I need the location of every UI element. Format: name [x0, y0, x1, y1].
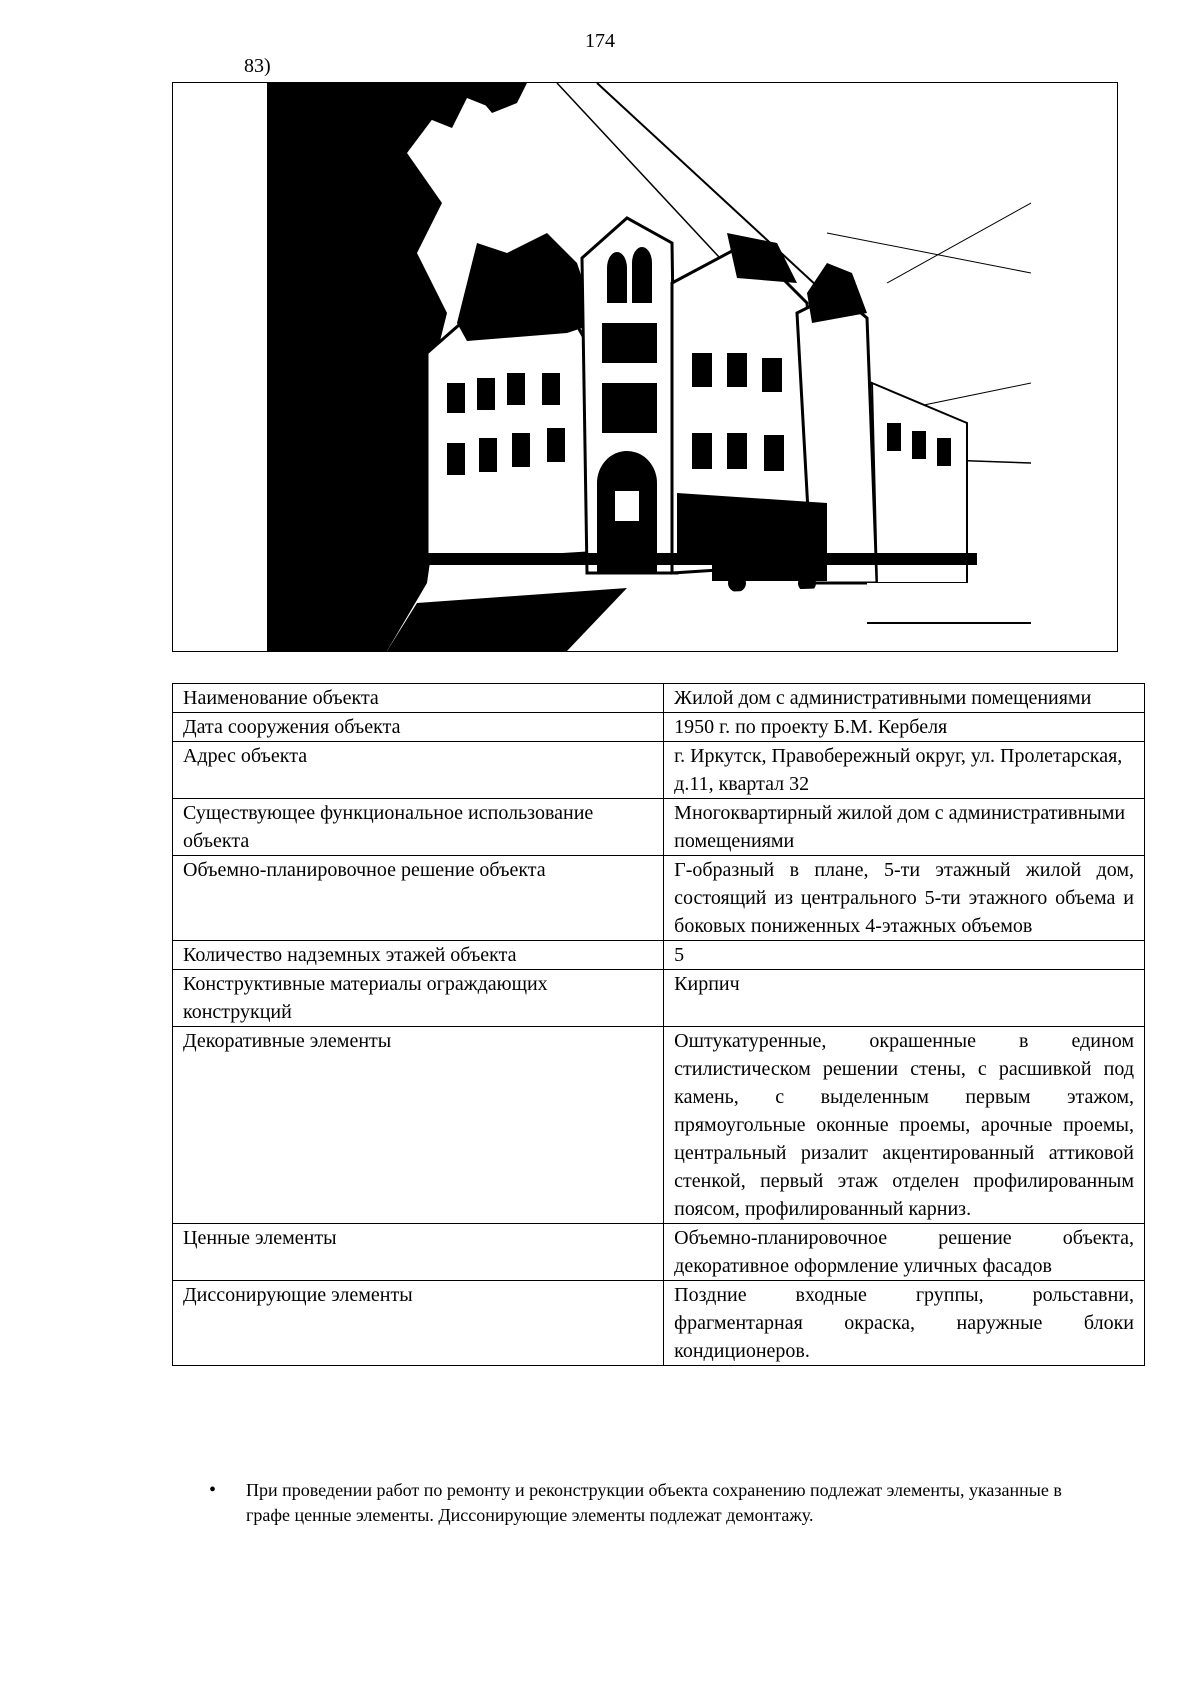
- row-label: Адрес объекта: [173, 742, 664, 799]
- table-row: [173, 713, 1145, 742]
- row-value: Оштукатуренные, окрашенные в едином стилистическом решении стены, с расшивкой под камень, с выделенным первым этажом, прямоугольные оконные проемы, арочные проемы, центральный ризалит акцентированный аттиковой стенкой, первый этаж отделен профилированным поясом, профилированный карниз.: [664, 1027, 1145, 1224]
- object-number: 83): [244, 55, 271, 77]
- row-label: Декоративные элементы: [173, 1027, 664, 1224]
- row-value: Многоквартирный жилой дом с административными помещениями: [664, 799, 1145, 856]
- row-label: Ценные элементы: [173, 1224, 664, 1281]
- page-number: 174: [585, 30, 615, 52]
- row-label: Дата сооружения объекта: [173, 713, 664, 742]
- row-value: Объемно-планировочное решение объекта, декоративное оформление уличных фасадов: [664, 1224, 1145, 1281]
- table-row: [173, 1281, 1145, 1366]
- table-row: [173, 742, 1145, 799]
- table-row: [173, 941, 1145, 970]
- row-value: Г-образный в плане, 5-ти этажный жилой дом, состоящий из центрального 5-ти этажного объема и боковых пониженных 4-этажных объемов: [664, 856, 1145, 941]
- table-row: [173, 1224, 1145, 1281]
- note-item: • При проведении работ по ремонту и реконструкции объекта сохранению подлежат элементы, указанные в графе ценные элементы. Диссонирующие элементы подлежат демонтажу.: [206, 1478, 1076, 1528]
- row-label: Существующее функциональное использование объекта: [173, 799, 664, 856]
- row-label: Количество надземных этажей объекта: [173, 941, 664, 970]
- row-label: Наименование объекта: [173, 684, 664, 713]
- row-value: 1950 г. по проекту Б.М. Кербеля: [664, 713, 1145, 742]
- table-row: [173, 856, 1145, 941]
- table-row: [173, 799, 1145, 856]
- row-label: Конструктивные материалы ограждающих конструкций: [173, 970, 664, 1027]
- table-row: [173, 970, 1145, 1027]
- table-row: [173, 1027, 1145, 1224]
- row-value: г. Иркутск, Правобережный округ, ул. Пролетарская, д.11, квартал 32: [664, 742, 1145, 799]
- row-label: Объемно-планировочное решение объекта: [173, 856, 664, 941]
- row-value: Поздние входные группы, рольставни, фрагментарная окраска, наружные блоки кондиционеров.: [664, 1281, 1145, 1366]
- row-value: Жилой дом с административными помещениями: [664, 684, 1145, 713]
- note-list: [206, 1478, 1076, 1528]
- row-value: 5: [664, 941, 1145, 970]
- row-label: Диссонирующие элементы: [173, 1281, 664, 1366]
- building-photo-frame: [172, 82, 1118, 652]
- table-row: [173, 684, 1145, 713]
- building-photo: [267, 83, 1031, 651]
- row-value: Кирпич: [664, 970, 1145, 1027]
- object-info-table: [172, 683, 1145, 1366]
